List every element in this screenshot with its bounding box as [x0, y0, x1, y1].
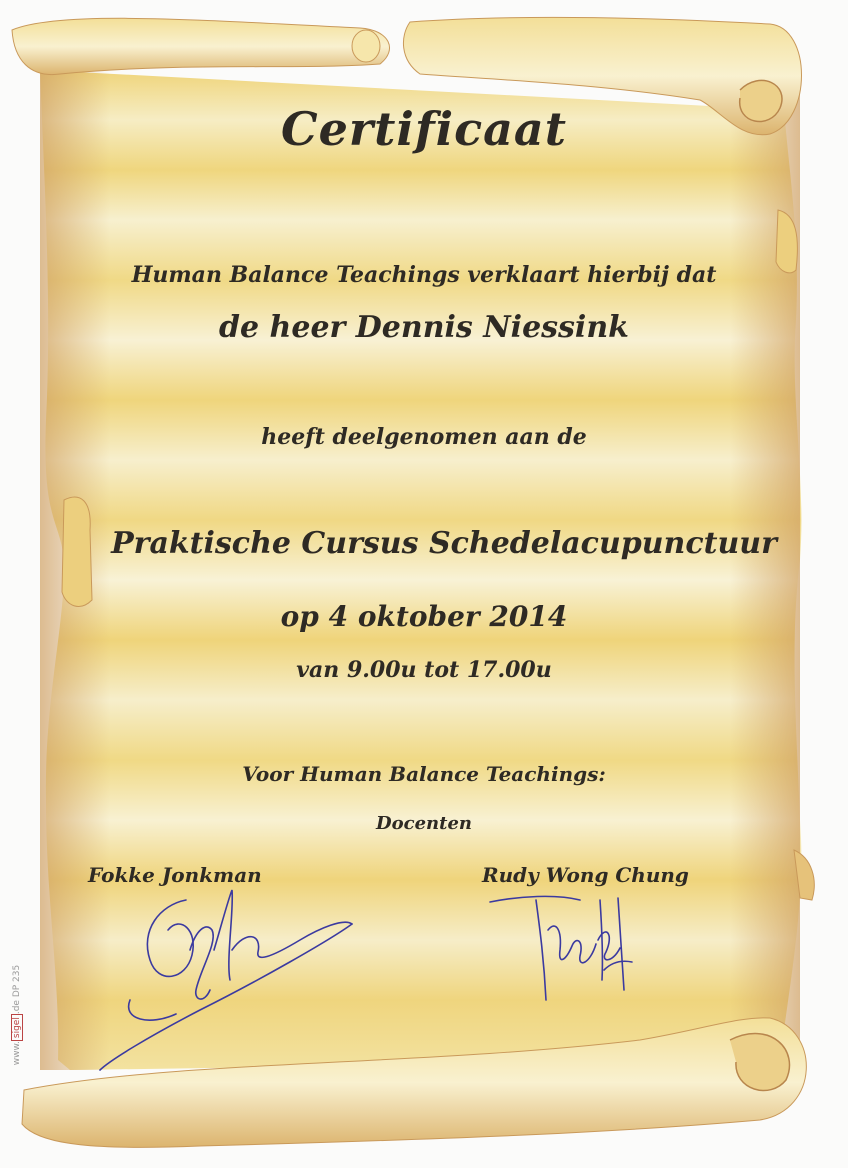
instructors-label: Docenten: [376, 813, 472, 834]
participation-line: heeft deelgenomen aan de: [261, 424, 587, 450]
margin-suffix: .de DP 235: [12, 964, 22, 1015]
certificate-title: Certificaat: [281, 102, 567, 156]
course-time: van 9.00u tot 17.00u: [296, 657, 552, 683]
course-name: Praktische Cursus Schedelacupunctuur: [111, 526, 777, 561]
on-behalf-line: Voor Human Balance Teachings:: [242, 762, 606, 786]
recipient-line: de heer Dennis Niessink: [219, 310, 629, 345]
margin-prefix: www.: [12, 1041, 22, 1066]
course-date: op 4 oktober 2014: [280, 600, 568, 633]
printer-margin-mark: [12, 960, 22, 1070]
margin-brand: sigel: [11, 1014, 23, 1041]
instructor-name-right: Rudy Wong Chung: [482, 863, 689, 887]
issuer-line: Human Balance Teachings verklaart hierbij dat: [131, 262, 717, 288]
instructor-name-left: Fokke Jonkman: [88, 863, 262, 887]
